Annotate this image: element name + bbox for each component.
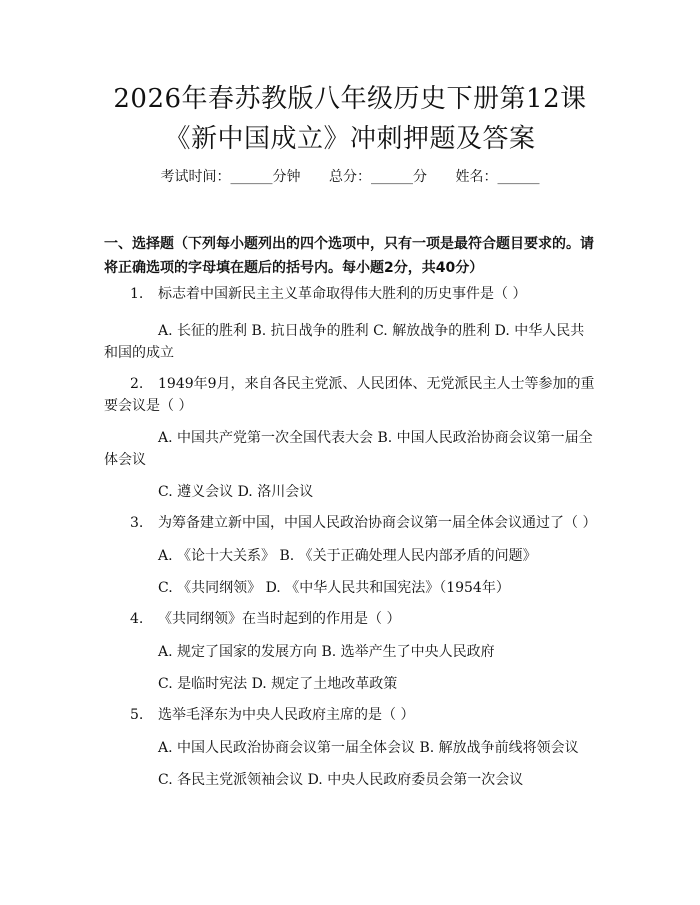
doc-title-line1: 2026年春苏教版八年级历史下册第12课: [113, 84, 587, 114]
student-name: 姓名：______: [455, 169, 540, 185]
question-4-stem: [130, 608, 400, 630]
question-3-stem: [130, 512, 596, 534]
question-1-options-cont: 和国的成立: [104, 345, 174, 361]
doc-title-line2: 《新中国成立》冲刺押题及答案: [164, 124, 536, 154]
question-5-options-cd: C. 各民主党派领袖会议 D. 中央人民政府委员会第一次会议: [158, 772, 524, 788]
question-3-options-ab: A. 《论十大关系》 B. 《关于正确处理人民内部矛盾的问题》: [158, 548, 537, 564]
question-2-text: 1949年9月，来自各民主党派、人民团体、无党派民主人士等参加的重: [158, 376, 595, 392]
question-4-number: 4.: [130, 611, 144, 627]
exam-score: 总分：______分: [329, 169, 427, 185]
question-2-options-ab: A. 中国共产党第一次全国代表大会 B. 中国人民政治协商会议第一届全: [158, 430, 593, 446]
question-2-number: 2.: [130, 376, 144, 392]
question-1-stem: [130, 283, 526, 305]
question-5-options-ab: A. 中国人民政治协商会议第一届全体会议 B. 解放战争前线将领会议: [158, 740, 579, 756]
question-4-options-ab: A. 规定了国家的发展方向 B. 选举产生了中央人民政府: [158, 644, 495, 660]
question-2-stem: [130, 373, 595, 395]
question-1-options: A. 长征的胜利 B. 抗日战争的胜利 C. 解放战争的胜利 D. 中华人民共: [158, 323, 585, 339]
exam-time: 考试时间：______分钟: [160, 169, 301, 185]
question-1-text: 标志着中国新民主主义革命取得伟大胜利的历史事件是（ ）: [158, 286, 527, 302]
question-2-options-ab-cont: 体会议: [104, 452, 146, 468]
exam-meta: [0, 166, 700, 188]
question-2-stem-cont: 要会议是（ ）: [104, 398, 193, 414]
question-5-number: 5.: [130, 707, 144, 723]
question-3-options-cd: C. 《共同纲领》 D. 《中华人民共和国宪法》（1954年）: [158, 580, 510, 596]
question-4-text: 《共同纲领》在当时起到的作用是（ ）: [158, 611, 401, 627]
question-3-text: 为筹备建立新中国，中国人民政治协商会议第一届全体会议通过了（ ）: [158, 515, 597, 531]
question-1-number: 1.: [130, 286, 144, 302]
section-heading-line2: 将正确选项的字母填在题后的括号内。每小题2分，共40分）: [104, 260, 484, 276]
section-heading-line1: 一、选择题（下列每小题列出的四个选项中，只有一项是最符合题目要求的。请: [104, 236, 594, 252]
question-5-stem: [130, 704, 414, 726]
question-3-number: 3.: [130, 515, 144, 531]
question-5-text: 选举毛泽东为中央人民政府主席的是（ ）: [158, 707, 415, 723]
question-4-options-cd: C. 是临时宪法 D. 规定了土地改革政策: [158, 676, 398, 692]
question-2-options-cd: C. 遵义会议 D. 洛川会议: [158, 484, 314, 500]
